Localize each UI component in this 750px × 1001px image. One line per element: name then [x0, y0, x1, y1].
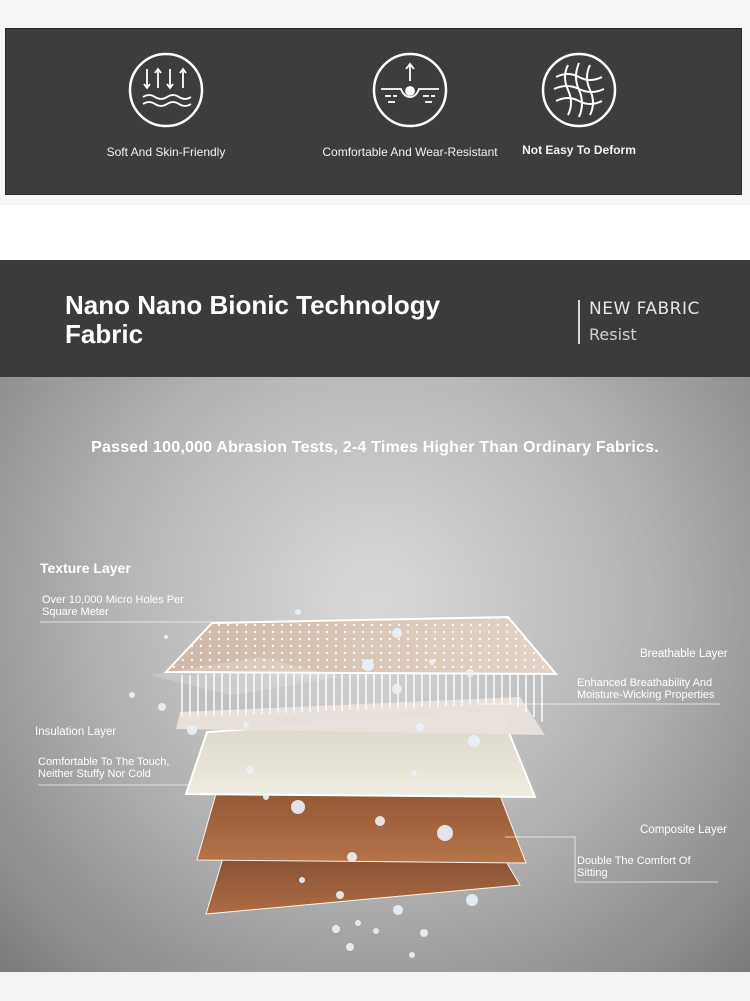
bottom-strip [0, 972, 750, 1001]
composite-layer-title: Composite Layer [640, 824, 727, 836]
insulation-layer-desc [38, 756, 169, 780]
feature-no-deform [464, 29, 694, 196]
section-title-line: Nano Nano Bionic Technology [65, 290, 441, 320]
insulation-layer-title: Insulation Layer [35, 726, 117, 738]
feature-panel [5, 28, 742, 195]
new-fabric-label: NEW FABRIC [589, 299, 700, 319]
section-header [0, 260, 750, 377]
airflow-icon [127, 51, 205, 129]
breathable-desc-line: Enhanced Breathability And [577, 677, 713, 689]
feature-label: Comfortable And Wear-Resistant [322, 145, 498, 159]
section-title [65, 291, 485, 349]
texture-layer-desc [42, 594, 184, 618]
composite-desc-line: Double The Comfort Of [577, 855, 691, 867]
composite-layer-desc [577, 855, 691, 879]
breathable-desc-line: Moisture-Wicking Properties [577, 689, 715, 701]
breathable-layer-title: Breathable Layer [640, 648, 728, 660]
breathable-layer-desc [577, 677, 715, 701]
insulation-desc-line: Neither Stuffy Nor Cold [38, 768, 151, 780]
spacer [0, 205, 750, 260]
texture-desc-line: Over 10,000 Micro Holes Per [42, 594, 184, 606]
section-title-line: Fabric [65, 319, 144, 349]
abrasion-tagline: Passed 100,000 Abrasion Tests, 2-4 Times Higher Than Ordinary Fabrics. [91, 439, 659, 456]
composite-desc-line: Sitting [577, 867, 608, 879]
fabric-layers-illustration [0, 377, 750, 972]
mesh-icon [540, 51, 618, 129]
feature-soft [51, 29, 281, 196]
resist-label: Resist [589, 325, 637, 344]
skin-layer-icon [371, 51, 449, 129]
feature-label: Not Easy To Deform [522, 143, 636, 157]
texture-desc-line: Square Meter [42, 606, 109, 618]
texture-layer-title: Texture Layer [40, 560, 131, 576]
layer-diagram-panel [0, 377, 750, 972]
breathable-layer-bottom [176, 697, 545, 735]
insulation-desc-line: Comfortable To The Touch, [38, 756, 170, 768]
header-divider [578, 300, 580, 344]
feature-label: Soft And Skin-Friendly [106, 145, 226, 159]
